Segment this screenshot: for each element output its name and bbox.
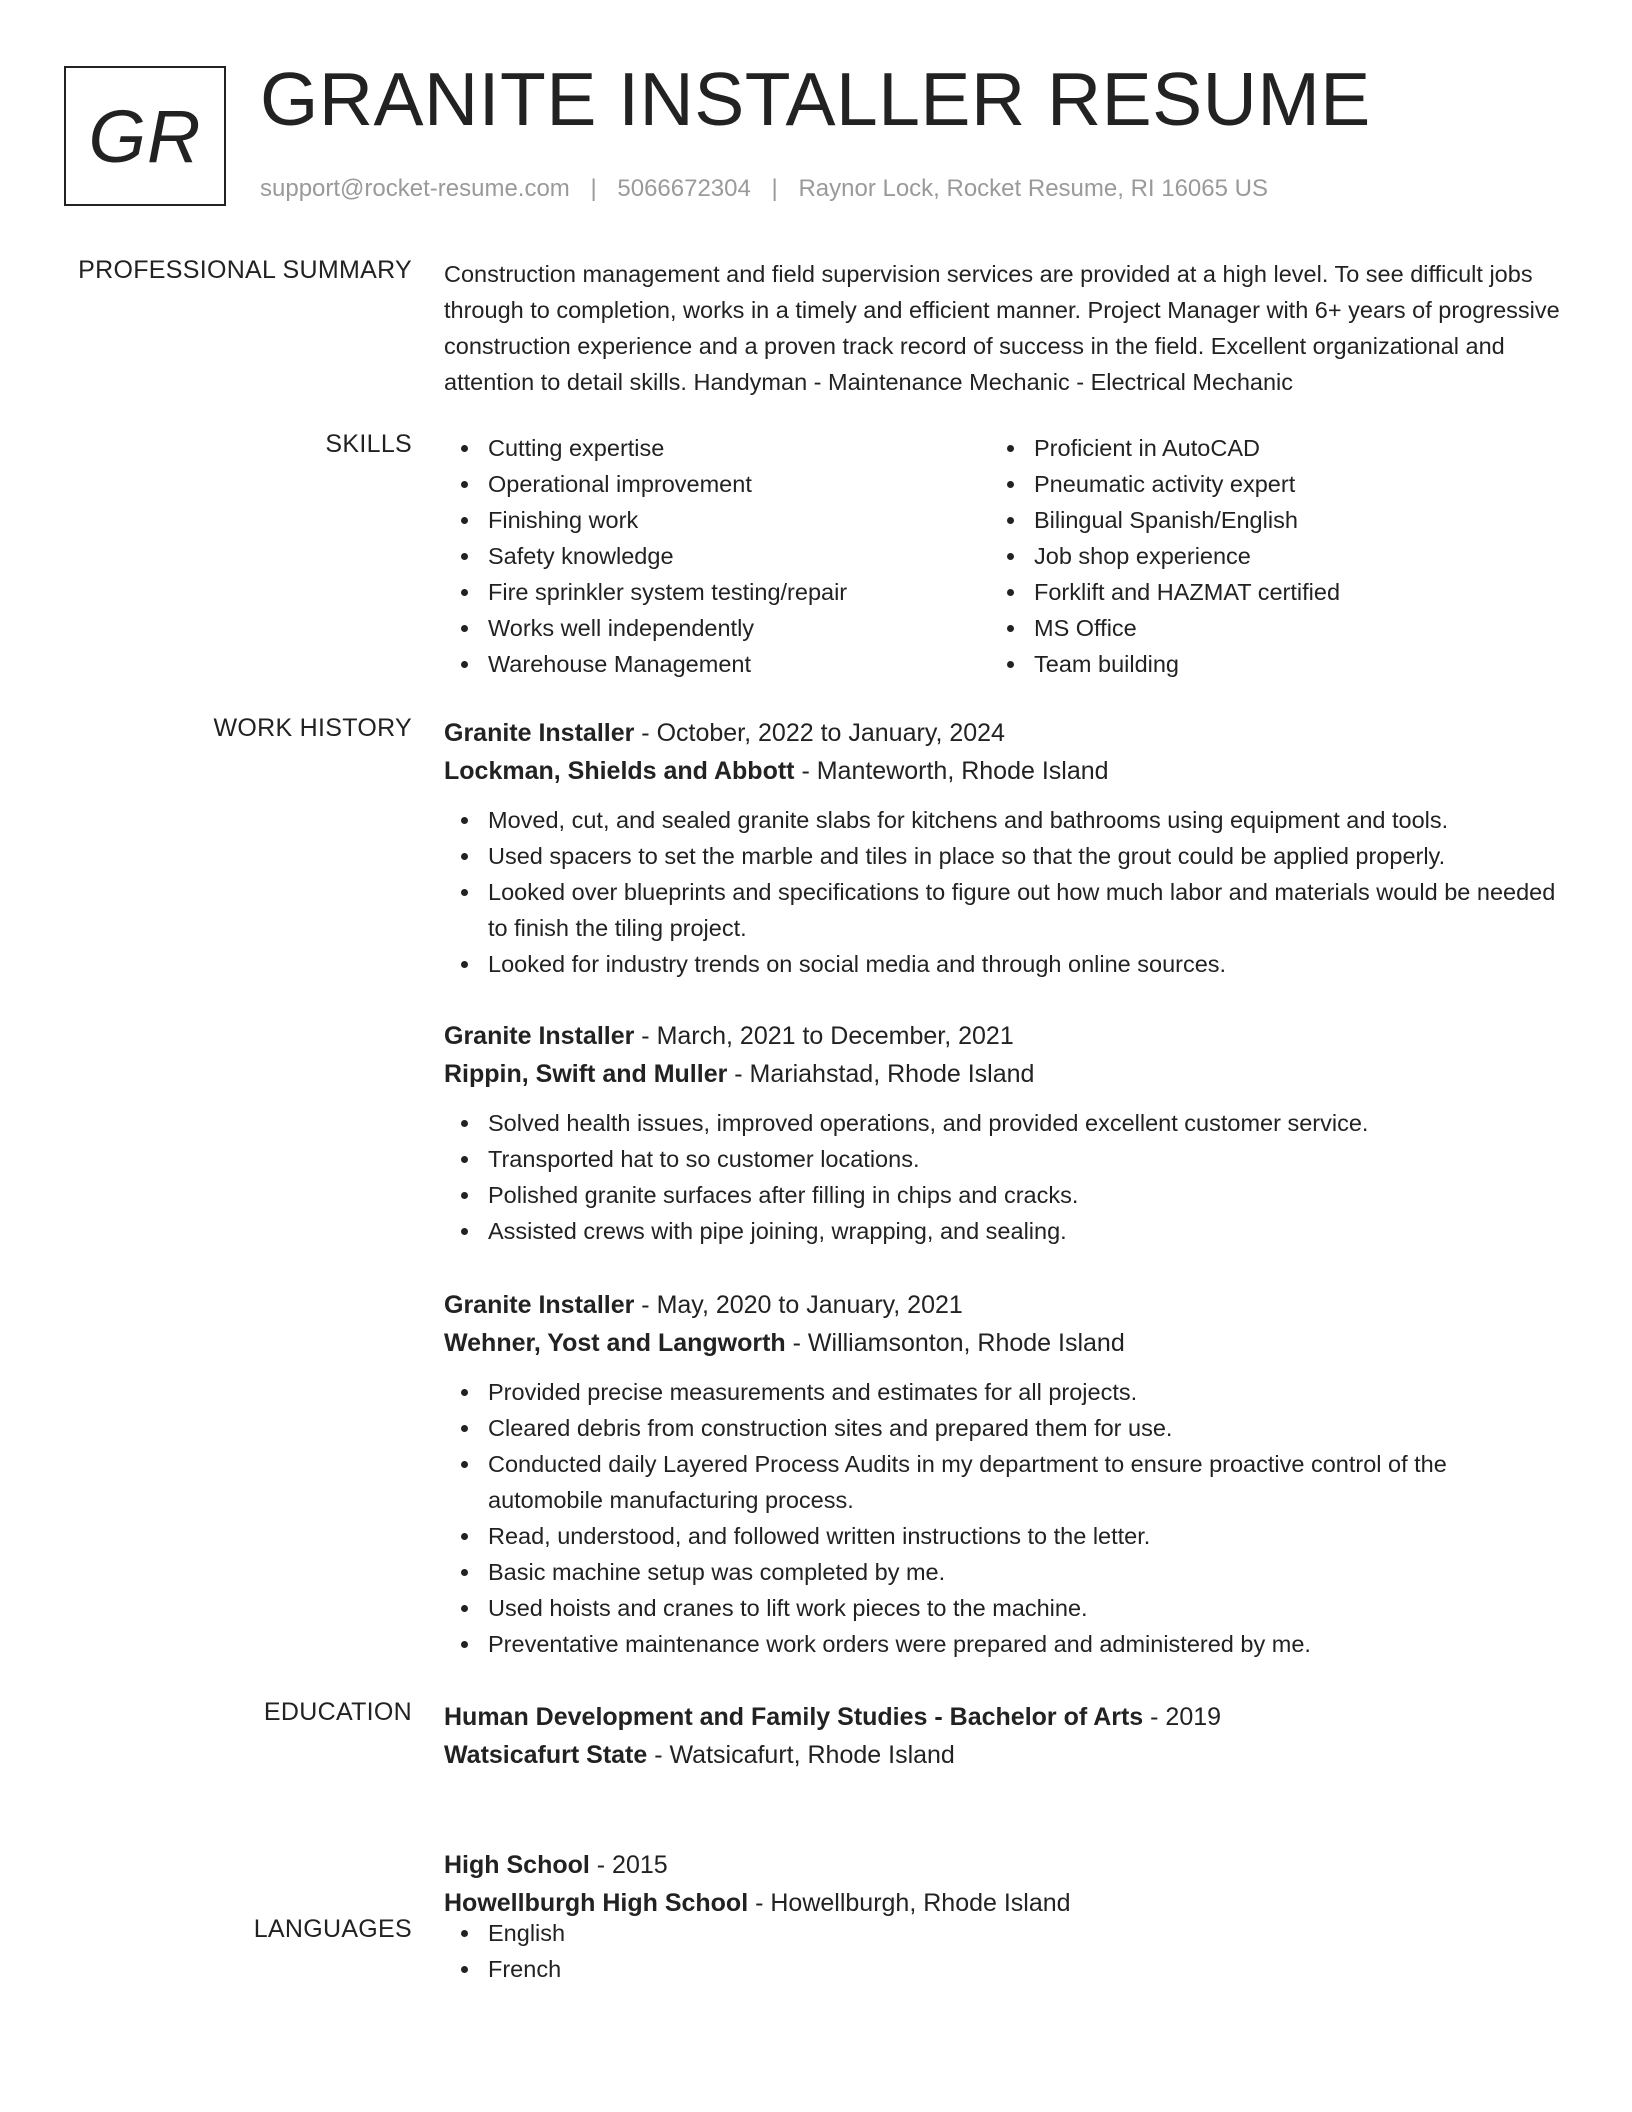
education-degree-line [444, 1846, 1564, 1884]
skill-item: Bilingual Spanish/English [990, 502, 1536, 538]
contact-email: support@rocket-resume.com [260, 175, 570, 202]
job-location: - Williamsonton, Rhode Island [785, 1329, 1125, 1357]
job-bullets [444, 1374, 1564, 1662]
job-dates: - October, 2022 to January, 2024 [634, 719, 1005, 747]
job-bullet: Assisted crews with pipe joining, wrapping, and sealing. [444, 1213, 1564, 1249]
job-dates: - March, 2021 to December, 2021 [634, 1022, 1014, 1050]
education-entry [444, 1846, 1564, 1922]
job-title: Granite Installer [444, 719, 635, 747]
job-bullet: Looked for industry trends on social media and through online sources. [444, 946, 1564, 982]
contact-separator: | [590, 175, 597, 202]
job-bullet: Basic machine setup was completed by me. [444, 1554, 1564, 1590]
job-bullet: Used hoists and cranes to lift work pieces to the machine. [444, 1590, 1564, 1626]
summary-text: Construction management and field supervision services are provided at a high level. To see difficult jobs through to completion, works in a timely and efficient manner. Project Manager with 6+ years of progressive construction experience and a proven track record of success in the field. Excellent organizational and attention to detail skills. Handyman - Maintenance Mechanic - Electrical Mechanic [444, 261, 1560, 395]
skills-list-right [990, 430, 1536, 682]
education-label: EDUCATION [263, 1698, 412, 1726]
monogram-box [64, 66, 226, 206]
job-bullet: Conducted daily Layered Process Audits in my department to ensure proactive control of the automobile manufacturing process. [444, 1446, 1564, 1518]
skill-item: Operational improvement [444, 466, 990, 502]
job-bullets [444, 802, 1564, 982]
skill-item: Forklift and HAZMAT certified [990, 574, 1536, 610]
job-title-line [444, 714, 1564, 752]
job-bullet: Transported hat to so customer locations. [444, 1141, 1564, 1177]
job-bullet: Cleared debris from construction sites and prepared them for use. [444, 1410, 1564, 1446]
languages-label: LANGUAGES [253, 1915, 412, 1943]
monogram-initials: GR [88, 94, 202, 178]
skill-item: Pneumatic activity expert [990, 466, 1536, 502]
job-bullet: Read, understood, and followed written instructions to the letter. [444, 1518, 1564, 1554]
job-location: - Manteworth, Rhode Island [794, 757, 1109, 785]
job-title: Granite Installer [444, 1291, 635, 1319]
skill-item: Cutting expertise [444, 430, 990, 466]
job-company-line [444, 1055, 1564, 1093]
job-bullet: Used spacers to set the marble and tiles in place so that the grout could be applied properly. [444, 838, 1564, 874]
job-bullets [444, 1105, 1564, 1249]
languages-list [444, 1915, 1564, 1987]
job-bullet: Polished granite surfaces after filling in chips and cracks. [444, 1177, 1564, 1213]
contact-address: Raynor Lock, Rocket Resume, RI 16065 US [798, 175, 1268, 202]
job-company-line [444, 752, 1564, 790]
education-degree: High School [444, 1851, 590, 1879]
education-year: - 2019 [1143, 1703, 1222, 1731]
education-degree-line [444, 1698, 1564, 1736]
skills-list-left [444, 430, 990, 682]
skill-item: Safety knowledge [444, 538, 990, 574]
education-school: Watsicafurt State [444, 1741, 648, 1769]
skill-item: Warehouse Management [444, 646, 990, 682]
job-company-line [444, 1324, 1564, 1362]
contact-separator: | [771, 175, 778, 202]
job-title: Granite Installer [444, 1022, 635, 1050]
job-bullet: Provided precise measurements and estimates for all projects. [444, 1374, 1564, 1410]
job-bullet: Preventative maintenance work orders were prepared and administered by me. [444, 1626, 1564, 1662]
job-bullet: Looked over blueprints and specifications to figure out how much labor and materials would be needed to finish the tiling project. [444, 874, 1564, 946]
education-entry [444, 1698, 1564, 1774]
job-bullet: Moved, cut, and sealed granite slabs for kitchens and bathrooms using equipment and tools. [444, 802, 1564, 838]
summary-body [444, 256, 1564, 400]
skill-item: Fire sprinkler system testing/repair [444, 574, 990, 610]
education-degree: Human Development and Family Studies - Bachelor of Arts [444, 1703, 1144, 1731]
contact-line [260, 175, 1268, 203]
skill-item: Works well independently [444, 610, 990, 646]
skill-item: Job shop experience [990, 538, 1536, 574]
language-item: English [444, 1915, 1564, 1951]
job-dates: - May, 2020 to January, 2021 [634, 1291, 963, 1319]
work-history-label: WORK HISTORY [213, 714, 412, 742]
education-school-line [444, 1736, 1564, 1774]
skills-body [444, 430, 1564, 682]
job-title-line [444, 1286, 1564, 1324]
job-bullet: Solved health issues, improved operations, and provided excellent customer service. [444, 1105, 1564, 1141]
skills-label: SKILLS [325, 430, 412, 458]
skill-item: Finishing work [444, 502, 990, 538]
job-title-line [444, 1017, 1564, 1055]
skill-item: Proficient in AutoCAD [990, 430, 1536, 466]
education-year: - 2015 [589, 1851, 668, 1879]
skill-item: Team building [990, 646, 1536, 682]
job-location: - Mariahstad, Rhode Island [727, 1060, 1035, 1088]
job-company: Lockman, Shields and Abbott [444, 757, 795, 785]
job-company: Wehner, Yost and Langworth [444, 1329, 786, 1357]
contact-phone: 5066672304 [617, 175, 751, 202]
language-item: French [444, 1951, 1564, 1987]
summary-label: PROFESSIONAL SUMMARY [78, 256, 412, 284]
skill-item: MS Office [990, 610, 1536, 646]
education-location: - Howellburgh, Rhode Island [748, 1889, 1071, 1917]
resume-title: GRANITE INSTALLER RESUME [260, 57, 1371, 141]
education-school: Howellburgh High School [444, 1889, 749, 1917]
education-location: - Watsicafurt, Rhode Island [647, 1741, 955, 1769]
job-company: Rippin, Swift and Muller [444, 1060, 728, 1088]
